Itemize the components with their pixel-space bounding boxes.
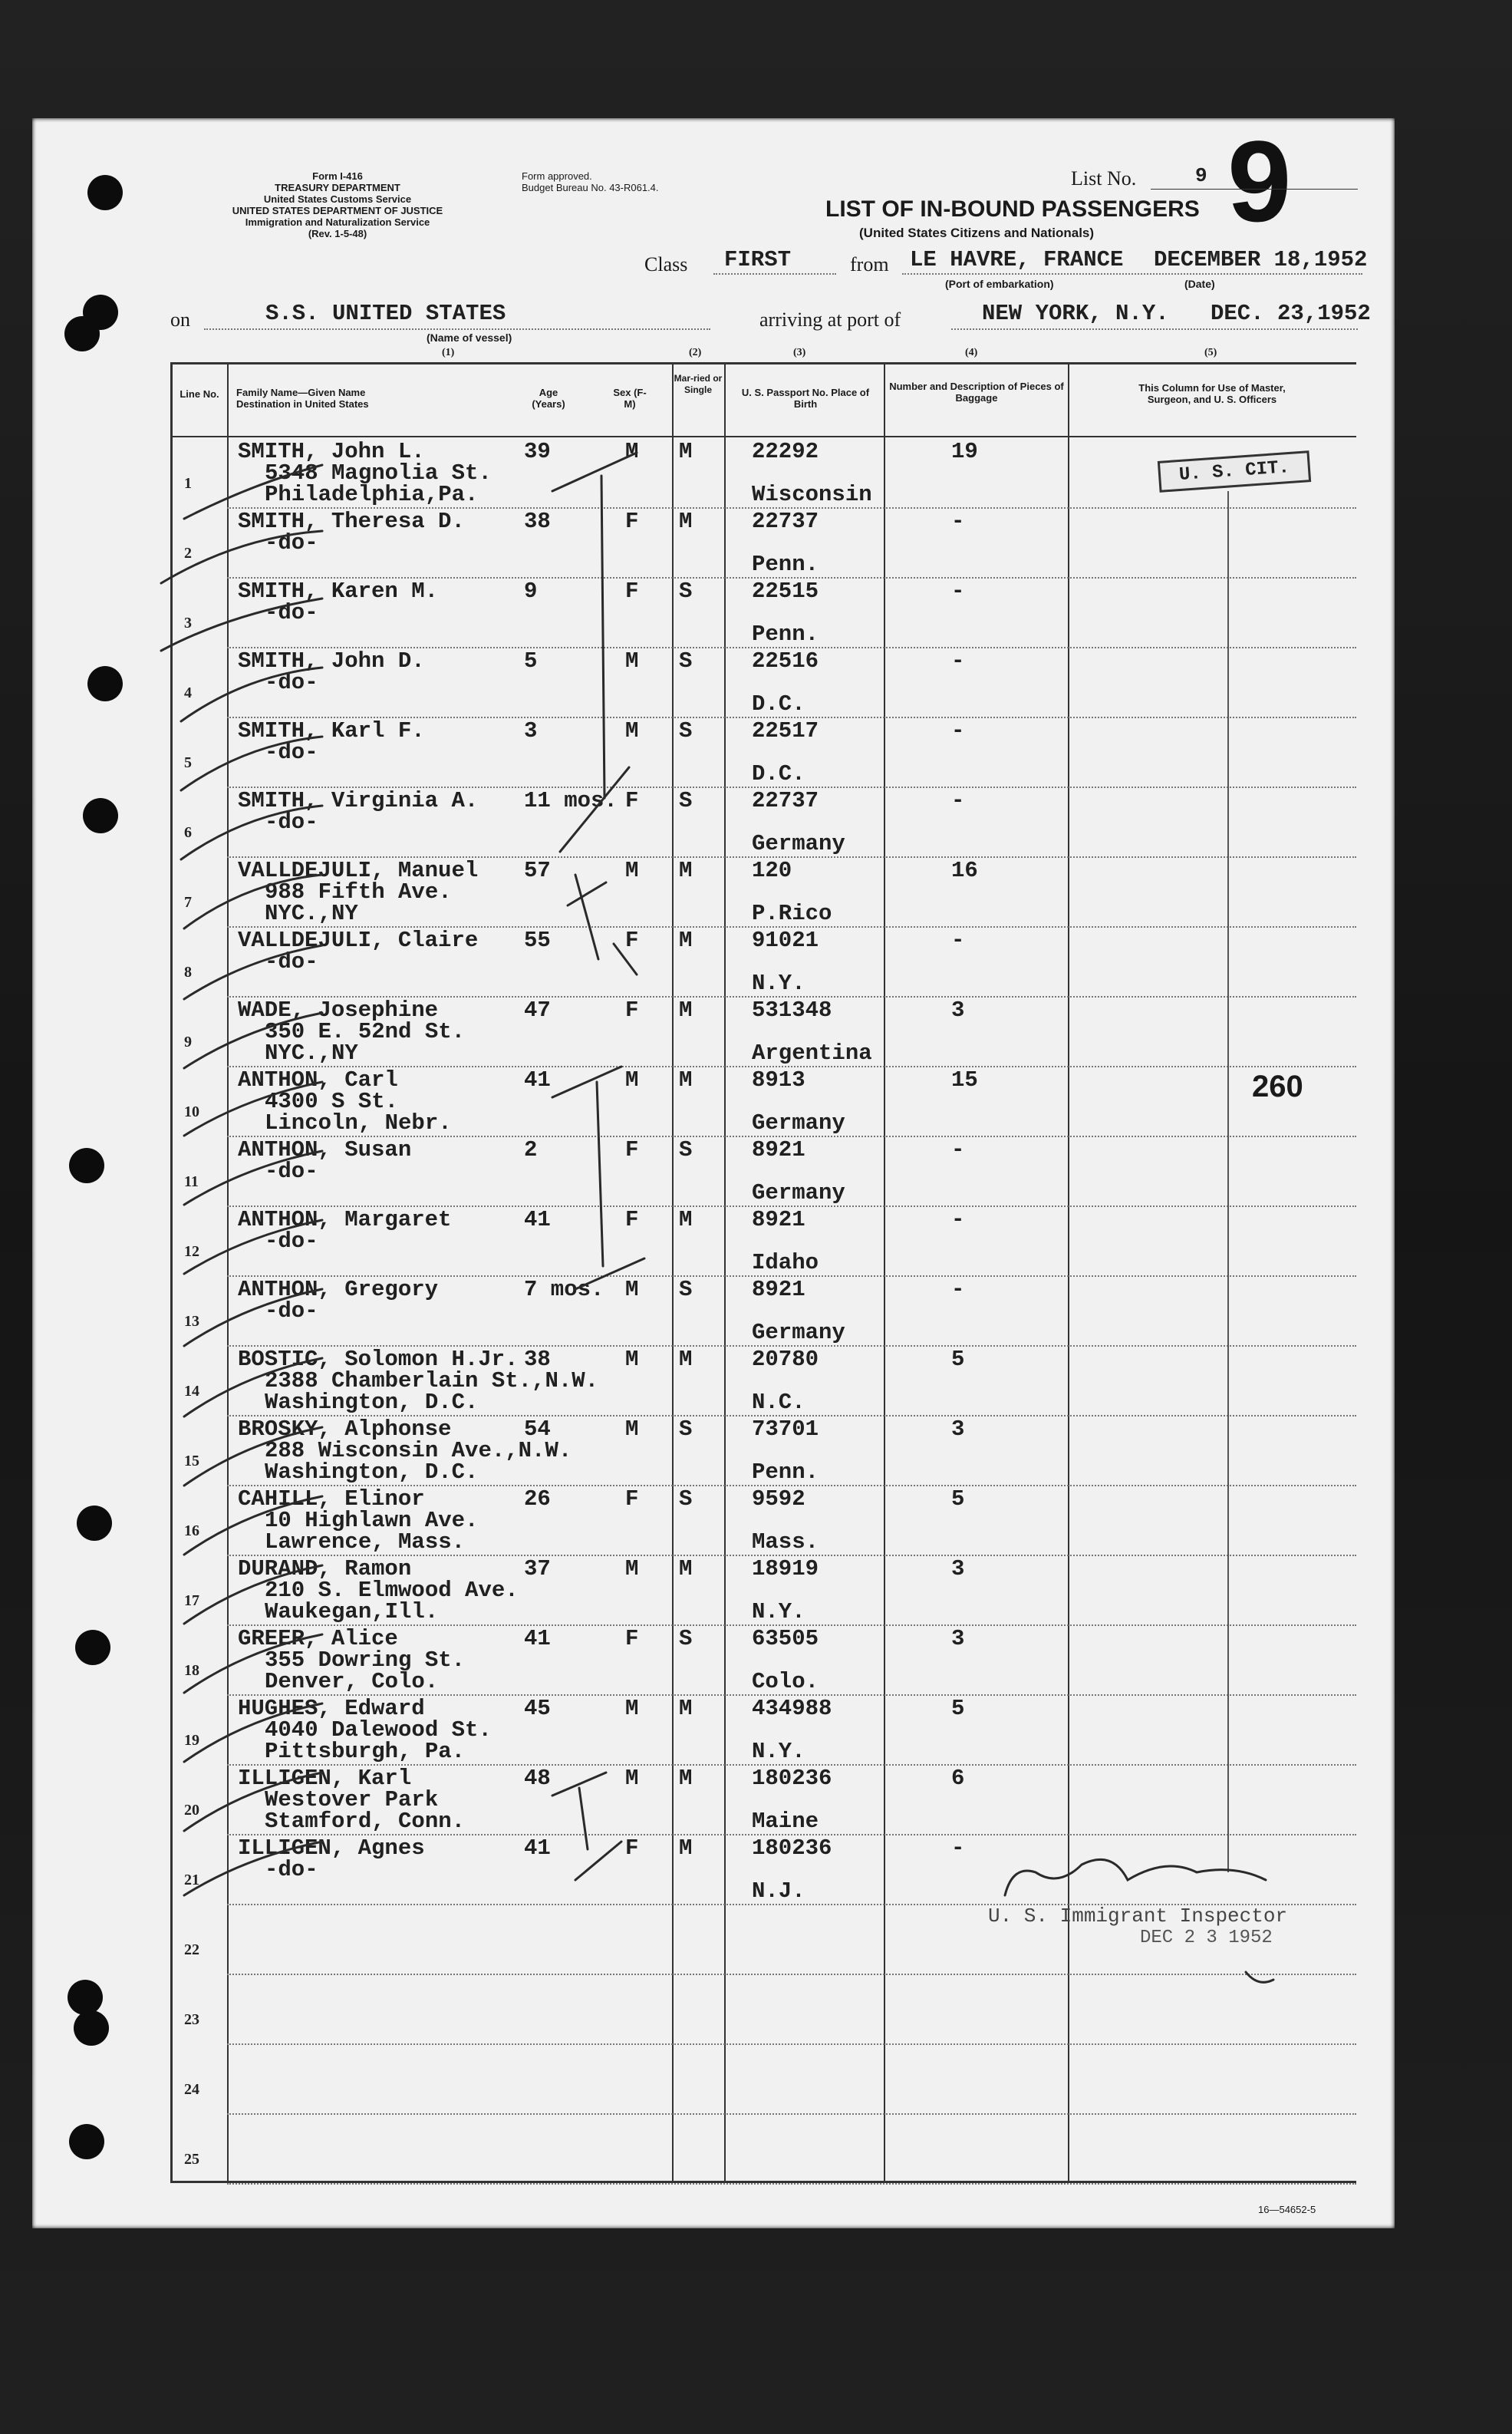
marital-status: M (679, 1696, 693, 1721)
line-number: 17 (184, 1592, 199, 1609)
check-mark (184, 1289, 322, 1346)
header-officers: This Column for Use of Master, Surgeon, and U. S. Officers (1138, 382, 1286, 405)
bracket-mark (614, 944, 637, 975)
age: 5 (524, 648, 538, 674)
line-number: 23 (184, 2011, 199, 2028)
page-subtitle: (United States Citizens and Nationals) (859, 226, 1095, 240)
sex: M (625, 1696, 639, 1721)
form-revision: (Rev. 1-5-48) (308, 228, 367, 239)
passport-number: 8921 (752, 1137, 805, 1163)
sex: M (625, 718, 639, 744)
destination-line-1: -do- (265, 1298, 318, 1324)
header-baggage: Number and Description of Pieces of Baggage (889, 381, 1064, 404)
header-name: Family Name—Given Name (236, 387, 366, 398)
passport-number: 20780 (752, 1347, 819, 1372)
col-num-4: (4) (965, 347, 978, 358)
header-destination: Destination in United States (236, 398, 369, 410)
sex: F (625, 1207, 639, 1232)
destination-line-1: 5348 Magnolia St. (265, 460, 492, 486)
line-number: 8 (184, 964, 192, 981)
destination-line-1: Westover Park (265, 1787, 439, 1812)
baggage-count: 3 (951, 1626, 965, 1651)
passenger-name: SMITH, Karl F. (238, 718, 425, 744)
check-mark (184, 1703, 322, 1762)
marital-status: S (679, 1626, 693, 1651)
passenger-name: WADE, Josephine (238, 998, 439, 1023)
sex: F (625, 509, 639, 534)
age: 7 mos. (524, 1277, 604, 1302)
line-number: 19 (184, 1732, 199, 1749)
age: 41 (524, 1207, 551, 1232)
age: 41 (524, 1626, 551, 1651)
age: 54 (524, 1417, 551, 1442)
baggage-count: - (951, 1137, 965, 1163)
sex: M (625, 1766, 639, 1791)
birthplace: Germany (752, 831, 845, 856)
destination-line-1: 288 Wisconsin Ave.,N.W. (265, 1438, 572, 1463)
header-passport: U. S. Passport No. Place of Birth (741, 387, 870, 410)
baggage-count: 5 (951, 1696, 965, 1721)
passenger-name: HUGHES, Edward (238, 1696, 425, 1721)
birthplace: Maine (752, 1809, 819, 1834)
budget-bureau: Budget Bureau No. 43-R061.4. (522, 182, 659, 193)
marital-status: M (679, 928, 693, 953)
line-number: 22 (184, 1941, 199, 1958)
form-approved: Form approved. (522, 170, 592, 182)
marital-status: S (679, 648, 693, 674)
destination-line-1: -do- (265, 600, 318, 625)
passport-number: 73701 (752, 1417, 819, 1442)
baggage-count: 15 (951, 1067, 978, 1093)
age: 41 (524, 1067, 551, 1093)
check-mark (161, 599, 322, 651)
birthplace: P.Rico (752, 901, 832, 926)
birthplace: N.Y. (752, 1739, 805, 1764)
passport-number: 22737 (752, 509, 819, 534)
passport-number: 8921 (752, 1207, 805, 1232)
class-label: Class (644, 253, 688, 275)
bracket-mark (560, 767, 629, 852)
baggage-count: 3 (951, 1556, 965, 1581)
birthplace: Germany (752, 1180, 845, 1205)
passport-number: 120 (752, 858, 792, 883)
destination-line-1: -do- (265, 810, 318, 835)
destination-line-1: 10 Highlawn Ave. (265, 1508, 479, 1533)
age: 47 (524, 998, 551, 1023)
sex: F (625, 579, 639, 604)
header-marital: Mar-ried or Single (674, 373, 723, 395)
line-number: 9 (184, 1034, 192, 1050)
passport-number: 18919 (752, 1556, 819, 1581)
destination-line-1: 355 Dowring St. (265, 1647, 466, 1673)
line-number: 4 (184, 684, 192, 701)
passport-number: 22292 (752, 439, 819, 464)
bracket-mark (597, 1082, 603, 1266)
check-mark (184, 1151, 322, 1205)
bracket-mark (601, 476, 604, 798)
destination-line-1: -do- (265, 949, 318, 975)
baggage-count: - (951, 1277, 965, 1302)
marital-status: S (679, 579, 693, 604)
marital-status: S (679, 1137, 693, 1163)
line-number: 11 (184, 1173, 199, 1190)
passenger-name: VALLDEJULI, Claire (238, 928, 479, 953)
bracket-mark (575, 1842, 621, 1880)
sex: M (625, 1417, 639, 1442)
destination-line-1: 4040 Dalewood St. (265, 1717, 492, 1743)
destination-line-1: -do- (265, 740, 318, 765)
col-num-5: (5) (1204, 347, 1217, 358)
age: 39 (524, 439, 551, 464)
marital-status: S (679, 718, 693, 744)
age: 2 (524, 1137, 538, 1163)
check-mark (184, 945, 322, 999)
baggage-count: 3 (951, 998, 965, 1023)
passport-number: 180236 (752, 1835, 832, 1861)
customs-service: United States Customs Service (263, 193, 412, 205)
sex: M (625, 1556, 639, 1581)
treasury-dept: TREASURY DEPARTMENT (275, 182, 400, 193)
bracket-mark (575, 875, 598, 959)
inspector-signature (1005, 1859, 1266, 1895)
baggage-count: - (951, 928, 965, 953)
initials-mark (1246, 1972, 1273, 1982)
baggage-count: - (951, 579, 965, 604)
destination-line-1: 210 S. Elmwood Ave. (265, 1578, 519, 1603)
baggage-count: 5 (951, 1347, 965, 1372)
marital-status: S (679, 1277, 693, 1302)
date-caption: (Date) (1184, 278, 1215, 290)
embark-date: DECEMBER 18,1952 (1154, 247, 1368, 272)
baggage-count: - (951, 648, 965, 674)
passport-number: 22515 (752, 579, 819, 604)
passport-number: 8913 (752, 1067, 805, 1093)
passenger-name: CAHILL, Elinor (238, 1486, 425, 1512)
sex: F (625, 1486, 639, 1512)
line-number: 3 (184, 615, 192, 632)
age: 57 (524, 858, 551, 883)
class-value: FIRST (724, 247, 792, 272)
age: 55 (524, 928, 551, 953)
age: 26 (524, 1486, 551, 1512)
baggage-count: - (951, 788, 965, 813)
passenger-name: ANTHON, Margaret (238, 1207, 452, 1232)
passenger-name: ILLIGEN, Karl (238, 1766, 412, 1791)
col-num-2: (2) (689, 347, 702, 358)
line-number: 24 (184, 2081, 199, 2098)
destination-line-2: Pittsburgh, Pa. (265, 1739, 466, 1764)
page-title: LIST OF IN-BOUND PASSENGERS (825, 196, 1200, 222)
line-number: 25 (184, 2151, 199, 2168)
birthplace: Argentina (752, 1041, 872, 1066)
sex: M (625, 439, 639, 464)
justice-dept: UNITED STATES DEPARTMENT OF JUSTICE (232, 205, 443, 216)
passport-number: 91021 (752, 928, 819, 953)
marital-status: S (679, 1417, 693, 1442)
line-number: 16 (184, 1522, 199, 1539)
marital-status: M (679, 509, 693, 534)
destination-line-1: -do- (265, 530, 318, 556)
bracket-mark (552, 453, 637, 491)
birthplace: Germany (752, 1320, 845, 1345)
officer-total: 260 (1252, 1070, 1303, 1103)
embark-port: LE HAVRE, FRANCE (910, 247, 1124, 272)
inspector-date-stamp: DEC 2 3 1952 (1140, 1928, 1273, 1948)
destination-line-2: Denver, Colo. (265, 1669, 439, 1694)
marital-status: M (679, 858, 693, 883)
sex: M (625, 1347, 639, 1372)
line-number: 20 (184, 1802, 199, 1819)
passenger-name: ANTHON, Gregory (238, 1277, 439, 1302)
line-number: 15 (184, 1453, 199, 1469)
passenger-name: ANTHON, Carl (238, 1067, 398, 1093)
vessel-name: S.S. UNITED STATES (265, 301, 506, 326)
vessel-caption: (Name of vessel) (427, 331, 512, 344)
marital-status: M (679, 1347, 693, 1372)
passport-number: 8921 (752, 1277, 805, 1302)
list-no-stamp: 9 (1227, 117, 1292, 246)
arriving-label: arriving at port of (759, 308, 901, 331)
check-mark (184, 1496, 322, 1555)
line-number: 21 (184, 1872, 199, 1888)
age: 45 (524, 1696, 551, 1721)
line-number: 6 (184, 824, 192, 841)
bracket-mark (575, 1258, 644, 1289)
destination-line-2: Waukegan,Ill. (265, 1599, 439, 1624)
baggage-count: - (951, 509, 965, 534)
baggage-count: 6 (951, 1766, 965, 1791)
check-mark (181, 668, 322, 721)
passenger-name: SMITH, Virginia A. (238, 788, 479, 813)
line-number: 2 (184, 545, 192, 562)
age: 3 (524, 718, 538, 744)
age: 38 (524, 1347, 551, 1372)
on-label: on (170, 308, 190, 331)
sex: M (625, 1277, 639, 1302)
destination-line-1: -do- (265, 1159, 318, 1184)
inspector-stamp: U. S. Immigrant Inspector (988, 1905, 1288, 1928)
sex: F (625, 788, 639, 813)
header-age: Age (Years) (532, 387, 565, 410)
birthplace: N.Y. (752, 1599, 805, 1624)
baggage-count: 16 (951, 858, 978, 883)
check-mark (184, 1842, 322, 1895)
passport-number: 531348 (752, 998, 832, 1023)
destination-line-1: 4300 S St. (265, 1089, 399, 1114)
passenger-name: ILLIGEN, Agnes (238, 1835, 425, 1861)
destination-line-2: NYC.,NY (265, 1041, 358, 1066)
line-number: 1 (184, 475, 192, 492)
check-mark (184, 1358, 322, 1417)
sex: M (625, 858, 639, 883)
marital-status: M (679, 1067, 693, 1093)
list-no-typed: 9 (1195, 164, 1207, 187)
birthplace: Colo. (752, 1669, 819, 1694)
sex: F (625, 1626, 639, 1651)
check-mark (184, 1773, 322, 1831)
arrival-port: NEW YORK, N.Y. (982, 301, 1169, 326)
passport-number: 22517 (752, 718, 819, 744)
line-number: 5 (184, 754, 192, 771)
destination-line-1: 2388 Chamberlain St.,N.W. (265, 1368, 599, 1393)
sex: F (625, 1835, 639, 1861)
passenger-name: GREER, Alice (238, 1626, 398, 1651)
age: 48 (524, 1766, 551, 1791)
passport-number: 22737 (752, 788, 819, 813)
destination-line-1: 350 E. 52nd St. (265, 1019, 466, 1044)
arrival-date: DEC. 23,1952 (1211, 301, 1371, 326)
line-number: 10 (184, 1103, 199, 1120)
birthplace: N.C. (752, 1390, 805, 1415)
sex: M (625, 1067, 639, 1093)
destination-line-2: Philadelphia,Pa. (265, 482, 479, 507)
birthplace: Wisconsin (752, 482, 872, 507)
check-mark (184, 1220, 322, 1274)
sex: F (625, 998, 639, 1023)
age: 41 (524, 1835, 551, 1861)
passenger-name: SMITH, Theresa D. (238, 509, 465, 534)
check-mark (184, 1427, 322, 1486)
passport-number: 9592 (752, 1486, 805, 1512)
bracket-mark (552, 1067, 621, 1097)
destination-line-1: -do- (265, 1229, 318, 1254)
birthplace: N.J. (752, 1878, 805, 1904)
passport-number: 63505 (752, 1626, 819, 1651)
passport-number: 434988 (752, 1696, 832, 1721)
list-no-label: List No. (1071, 167, 1137, 190)
us-citizen-stamp: U. S. CIT. (1158, 450, 1311, 493)
baggage-count: - (951, 1207, 965, 1232)
passenger-name: BOSTIC, Solomon H.Jr. (238, 1347, 519, 1372)
baggage-count: - (951, 1835, 965, 1861)
baggage-count: - (951, 718, 965, 744)
passenger-name: VALLDEJULI, Manuel (238, 858, 479, 883)
check-mark (184, 1013, 322, 1068)
sex: M (625, 648, 639, 674)
baggage-count: 5 (951, 1486, 965, 1512)
bracket-mark (568, 882, 606, 905)
marital-status: S (679, 788, 693, 813)
marital-status: M (679, 1207, 693, 1232)
destination-line-1: 988 Fifth Ave. (265, 879, 452, 905)
line-number: 13 (184, 1313, 199, 1330)
line-number: 7 (184, 894, 192, 911)
sex: F (625, 928, 639, 953)
age: 9 (524, 579, 538, 604)
birthplace: Mass. (752, 1529, 819, 1555)
birthplace: N.Y. (752, 971, 805, 996)
col-num-3: (3) (793, 347, 806, 358)
marital-status: M (679, 439, 693, 464)
check-mark (161, 531, 322, 583)
birthplace: D.C. (752, 691, 805, 717)
form-number: Form I-416 (312, 170, 363, 182)
age: 38 (524, 509, 551, 534)
port-embark-caption: (Port of embarkation) (945, 278, 1054, 290)
age: 37 (524, 1556, 551, 1581)
marital-status: M (679, 1835, 693, 1861)
header-sex: Sex (F-M) (613, 387, 647, 410)
sex: F (625, 1137, 639, 1163)
birthplace: Germany (752, 1110, 845, 1136)
birthplace: Penn. (752, 1459, 819, 1485)
check-mark (184, 1082, 322, 1136)
destination-line-1: -do- (265, 1857, 318, 1882)
birthplace: Idaho (752, 1250, 819, 1275)
from-label: from (850, 253, 889, 275)
check-mark (184, 1565, 322, 1624)
marital-status: S (679, 1486, 693, 1512)
col-num-1: (1) (442, 347, 455, 358)
header-line-no: Line No. (180, 388, 219, 400)
marital-status: M (679, 1766, 693, 1791)
passenger-name: SMITH, John L. (238, 439, 425, 464)
destination-line-2: Washington, D.C. (265, 1459, 479, 1485)
destination-line-2: Lincoln, Nebr. (265, 1110, 452, 1136)
baggage-count: 19 (951, 439, 978, 464)
ins-service: Immigration and Naturalization Service (245, 216, 430, 228)
line-number: 12 (184, 1243, 199, 1260)
birthplace: Penn. (752, 552, 819, 577)
check-mark (181, 806, 322, 859)
passenger-name: ANTHON, Susan (238, 1137, 412, 1163)
passport-number: 22516 (752, 648, 819, 674)
passenger-name: DURAND, Ramon (238, 1556, 412, 1581)
check-mark (184, 875, 322, 928)
bracket-mark (579, 1788, 588, 1849)
passenger-name: SMITH, John D. (238, 648, 425, 674)
check-mark (184, 465, 322, 519)
line-number: 14 (184, 1383, 199, 1400)
birthplace: D.C. (752, 761, 805, 787)
marital-status: M (679, 998, 693, 1023)
line-number: 18 (184, 1662, 199, 1679)
passenger-name: BROSKY, Alphonse (238, 1417, 452, 1442)
baggage-count: 3 (951, 1417, 965, 1442)
check-mark (181, 737, 322, 790)
passport-number: 180236 (752, 1766, 832, 1791)
print-code: 16—54652-5 (1258, 2204, 1316, 2215)
destination-line-2: Washington, D.C. (265, 1390, 479, 1415)
marital-status: M (679, 1556, 693, 1581)
destination-line-2: Stamford, Conn. (265, 1809, 466, 1834)
destination-line-2: Lawrence, Mass. (265, 1529, 466, 1555)
birthplace: Penn. (752, 622, 819, 647)
destination-line-2: NYC.,NY (265, 901, 358, 926)
check-mark (184, 1634, 322, 1693)
passenger-name: SMITH, Karen M. (238, 579, 439, 604)
destination-line-1: -do- (265, 670, 318, 695)
age: 11 mos. (524, 788, 618, 813)
